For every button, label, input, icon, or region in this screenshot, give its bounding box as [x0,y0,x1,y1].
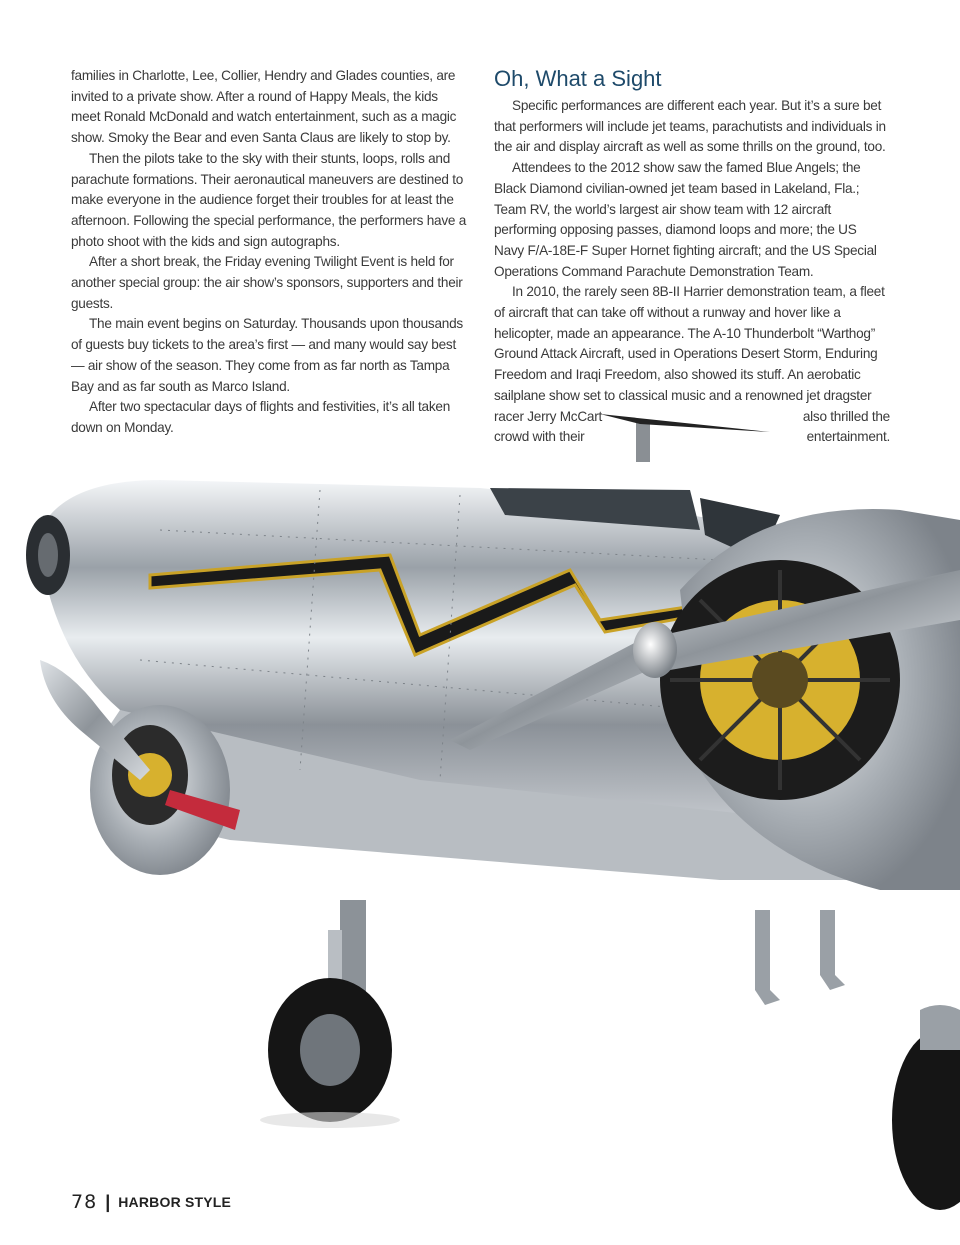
right-paragraph-3: In 2010, the rarely seen 8B-II Harrier demonstration team, a fleet of aircraft that can take off without a runway and hover like a helicopter, made an appearance. The A-10 Thunderbolt “Warthog” Ground Attack Aircraft, used in Operations Desert Storm, Enduring Freedom and Iraqi Freedom, also showed its stuff. An aerobatic sailplane show set to classical music and a renowned jet dragster [494,284,885,403]
left-paragraph-4: The main event begins on Saturday. Thousands upon thousands of guests buy tickets to the area’s first — and many would say best — air show of the season. They come from as far north as Tampa Bay and as far south as Marco Island. [71,316,463,394]
wrap-line-2-left: crowd with their [494,429,585,445]
exhaust-pipes [755,910,845,1005]
page-footer [71,1189,231,1215]
left-paragraph-5: After two spectacular days of flights and festivities, it’s all taken down on Monday. [71,399,451,435]
wrap-line-2-right: entertainment. [806,429,890,445]
magazine-name: HARBOR STYLE [118,1194,232,1210]
footer-separator: | [105,1191,111,1212]
left-column [71,66,467,439]
antenna [600,414,770,462]
wrap-line-1-right: also thrilled the [802,408,890,424]
right-paragraph-1: Specific performances are different each year. But it’s a sure bet that performers will include jet teams, parachutists and individuals in the air and display aircraft as well as some thrills on the ground, too. [494,98,886,155]
page-number: 78 [71,1191,98,1213]
landing-gear-left [260,900,400,1128]
section-heading: Oh, What a Sight [494,66,662,91]
right-column [494,64,890,448]
left-paragraph-2: Then the pilots take to the sky with their stunts, loops, rolls and parachute formations. Their aeronautical maneuvers are destined to make everyone in the audience forget their troubles for at least the afternoon. Following the special performance, the performers have a photo shoot with the kids and sign autographs. [71,150,467,249]
left-paragraph-3: After a short break, the Friday evening Twilight Event is held for another special group: the air show’s sponsors, supporters and their guests. [71,254,463,311]
wrap-line-1-left: racer Jerry McCart [494,408,603,424]
right-paragraph-2: Attendees to the 2012 show saw the famed Blue Angels; the Black Diamond civilian-owned jet team based in Lakeland, Fla.; Team RV, the world’s largest air show team with 12 aircraft performing opposing passes, diamond loops and more; the US Navy F/A-18E-F Super Hornet fighting aircraft; and the US Special Operations Command Parachute Demonstration Team. [494,160,877,279]
airplane-photo [0,410,960,1245]
left-paragraph-1: families in Charlotte, Lee, Collier, Hendry and Glades counties, are invited to a private show. After a round of Happy Meals, the kids meet Ronald McDonald and watch entertainment, such as a magic show. Smoky the Bear and even Santa Claus are likely to stop by. [71,68,457,146]
landing-gear-right [892,1005,960,1210]
